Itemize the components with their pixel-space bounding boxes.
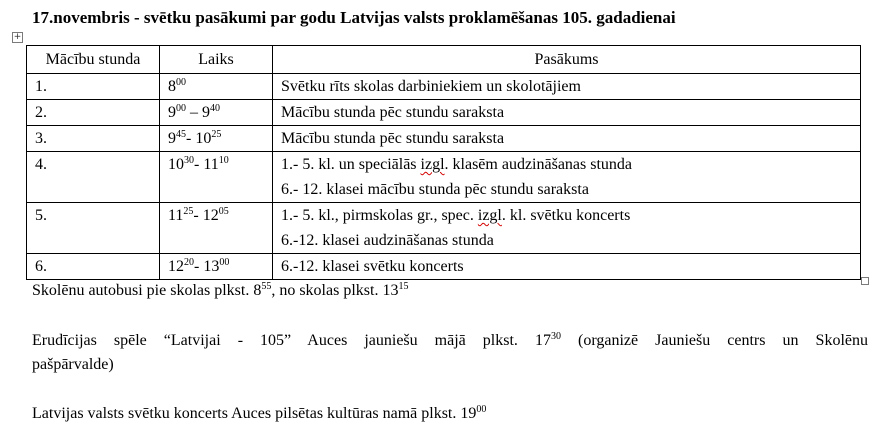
lesson-number: 5. — [27, 203, 160, 254]
event-line: 6.-12. klasei audzināšanas stunda — [281, 232, 494, 249]
spellcheck-word: izgl — [420, 156, 445, 173]
schedule-table — [26, 45, 861, 280]
lesson-time: $12^{20}-$ $13^{00}$ — [160, 254, 273, 280]
table-row — [27, 203, 861, 254]
lesson-number: 6. — [27, 254, 160, 280]
table-row — [27, 254, 861, 280]
lesson-number: 4. — [27, 152, 160, 203]
event-line: Mācību stunda pēc stundu saraksta — [281, 130, 505, 147]
event-line: 1.- 5. kl., pirmskolas gr., spec. izgl. kl. svētku koncerts — [281, 207, 631, 224]
event-description — [273, 126, 861, 152]
bus-info: Skolēnu autobusi pie skolas plkst. $8^{55}$, no skolas plkst. $13^{15}$ — [32, 281, 409, 299]
header-event: Pasākums — [273, 46, 861, 74]
event-description — [273, 254, 861, 280]
table-row — [27, 74, 861, 100]
lesson-number: 3. — [27, 126, 160, 152]
header-lesson: Mācību stunda — [27, 46, 160, 74]
event-line: 6.- 12. klasei mācību stunda pēc stundu saraksta — [281, 181, 589, 198]
concert-info: Latvijas valsts svētku koncerts Auces pilsētas kultūras namā plkst. $19^{00}$ — [32, 404, 487, 422]
lesson-time: $9^{00} - 9^{40}$ — [160, 100, 273, 126]
lesson-time: $8^{00}$ — [160, 74, 273, 100]
table-row — [27, 100, 861, 126]
table-row — [27, 152, 861, 203]
event-line: Mācību stunda pēc stundu saraksta — [281, 104, 505, 121]
game-line-2: pašpārvalde) — [32, 356, 114, 373]
lesson-time: $10^{30}-$ $11^{10}$ — [160, 152, 273, 203]
game-info — [32, 329, 868, 377]
page-title: 17.novembris - svētku pasākumi par godu Latvijas valsts proklamēšanas 105. gadadienai — [32, 8, 676, 27]
event-description — [273, 100, 861, 126]
lesson-number: 1. — [27, 74, 160, 100]
spellcheck-word: izgl — [477, 207, 502, 224]
lesson-number: 2. — [27, 100, 160, 126]
lesson-time: $11^{25}-$ $12^{05}$ — [160, 203, 273, 254]
table-header-row — [27, 46, 861, 74]
header-time: Laiks — [160, 46, 273, 74]
game-line-1: Erudīcijas spēle “Latvijai - 105” Auces jauniešu mājā plkst. $17^{30}$ (organizē Jauniešu centrs un Skolēnu — [32, 331, 868, 349]
event-description — [273, 203, 861, 254]
table-move-handle-icon[interactable]: + — [13, 32, 22, 42]
event-line: Svētku rīts skolas darbiniekiem un skolotājiem — [281, 78, 581, 95]
table-row — [27, 126, 861, 152]
event-description — [273, 74, 861, 100]
event-line: 6.-12. klasei svētku koncerts — [281, 258, 464, 275]
event-description — [273, 152, 861, 203]
lesson-time: $9^{45}-$ $10^{25}$ — [160, 126, 273, 152]
event-line: 1.- 5. kl. un speciālās izgl. klasēm audzināšanas stunda — [281, 156, 633, 173]
